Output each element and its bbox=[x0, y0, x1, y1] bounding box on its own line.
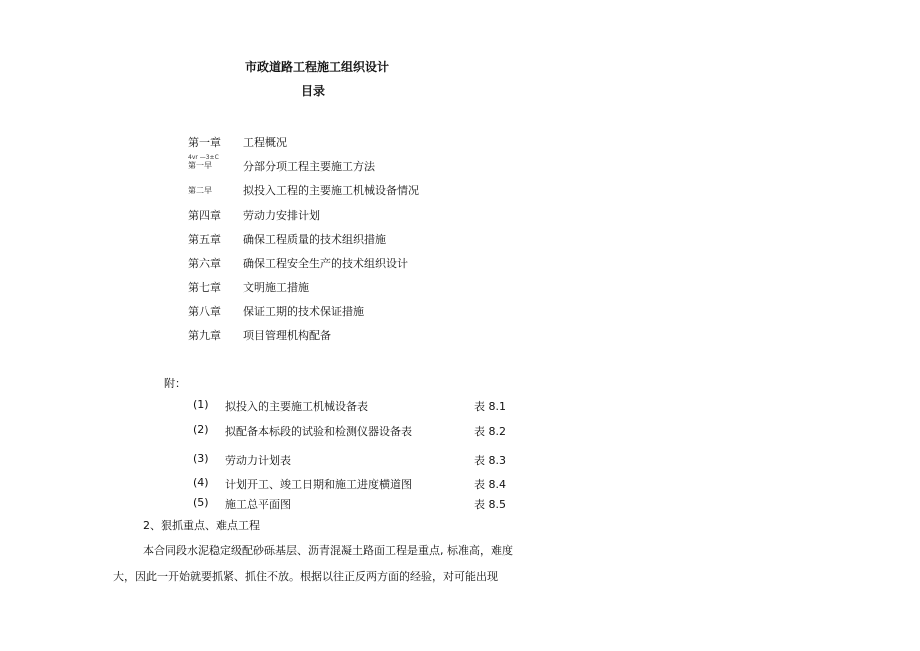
appendix-number: (1) bbox=[193, 398, 209, 411]
appendix-table-ref: 表 8.2 bbox=[474, 425, 506, 438]
appendix-table-ref: 表 8.5 bbox=[474, 498, 506, 511]
appendix-item bbox=[193, 496, 513, 512]
toc-chapter bbox=[188, 154, 219, 171]
toc-entry bbox=[188, 154, 588, 174]
appendix-title: 拟配备本标段的试验和检测仪器设备表 bbox=[225, 425, 412, 438]
toc-chapter: 第五章 bbox=[188, 233, 221, 246]
appendix-title: 施工总平面图 bbox=[225, 498, 291, 511]
toc-chapter-noise: 4vr —3±C bbox=[188, 154, 219, 161]
toc-entry bbox=[188, 134, 588, 150]
toc-chapter: 第六章 bbox=[188, 257, 221, 270]
toc-title: 拟投入工程的主要施工机械设备情况 bbox=[243, 184, 419, 197]
toc-title: 工程概况 bbox=[243, 136, 287, 149]
appendix-item bbox=[193, 476, 513, 492]
appendix-title: 计划开工、竣工日期和施工进度横道图 bbox=[225, 478, 412, 491]
toc-entry bbox=[188, 303, 588, 319]
appendix-number: (4) bbox=[193, 476, 209, 489]
appendix-table-ref: 表 8.3 bbox=[474, 454, 506, 467]
appendix-number: (5) bbox=[193, 496, 209, 509]
appendix-table-ref: 表 8.1 bbox=[474, 400, 506, 413]
toc-entry bbox=[188, 327, 588, 343]
appendix-number: (2) bbox=[193, 423, 209, 436]
toc-entry bbox=[188, 207, 588, 223]
paragraph-line: 大，因此一开始就要抓紧、抓住不放。根据以往正反两方面的经验，对可能出现 bbox=[113, 570, 498, 583]
toc-title: 确保工程质量的技术组织措施 bbox=[243, 233, 386, 246]
toc-chapter: 第九章 bbox=[188, 329, 221, 342]
paragraph-line: 本合同段水泥稳定级配砂砾基层、沥青混凝土路面工程是重点, 标准高，难度 bbox=[143, 544, 513, 557]
toc-title: 确保工程安全生产的技术组织设计 bbox=[243, 257, 408, 270]
toc-title: 分部分项工程主要施工方法 bbox=[243, 160, 375, 173]
toc-entry bbox=[188, 279, 588, 295]
appendix-title: 劳动力计划表 bbox=[225, 454, 291, 467]
toc-title: 劳动力安排计划 bbox=[243, 209, 320, 222]
toc-heading: 目录 bbox=[301, 84, 326, 98]
toc-chapter: 第八章 bbox=[188, 305, 221, 318]
toc-title: 文明施工措施 bbox=[243, 281, 309, 294]
toc-chapter: 第一章 bbox=[188, 136, 221, 149]
toc-entry bbox=[188, 231, 588, 247]
section-heading: 2、狠抓重点、难点工程 bbox=[143, 519, 260, 532]
toc-chapter-text: 第一早 bbox=[188, 161, 212, 170]
appendix-title: 拟投入的主要施工机械设备表 bbox=[225, 400, 368, 413]
toc-chapter: 第二早 bbox=[188, 186, 212, 195]
appendix-item bbox=[193, 423, 513, 439]
appendix-item bbox=[193, 398, 513, 414]
toc-entry bbox=[188, 182, 588, 198]
toc-chapter: 第七章 bbox=[188, 281, 221, 294]
appendix-table-ref: 表 8.4 bbox=[474, 478, 506, 491]
toc-title: 保证工期的技术保证措施 bbox=[243, 305, 364, 318]
toc-chapter: 第四章 bbox=[188, 209, 221, 222]
toc-entry bbox=[188, 255, 588, 271]
appendix-label: 附： bbox=[164, 377, 186, 390]
appendix-number: (3) bbox=[193, 452, 209, 465]
appendix-item bbox=[193, 452, 513, 468]
toc-title: 项目管理机构配备 bbox=[243, 329, 331, 342]
document-title: 市政道路工程施工组织设计 bbox=[245, 60, 390, 74]
